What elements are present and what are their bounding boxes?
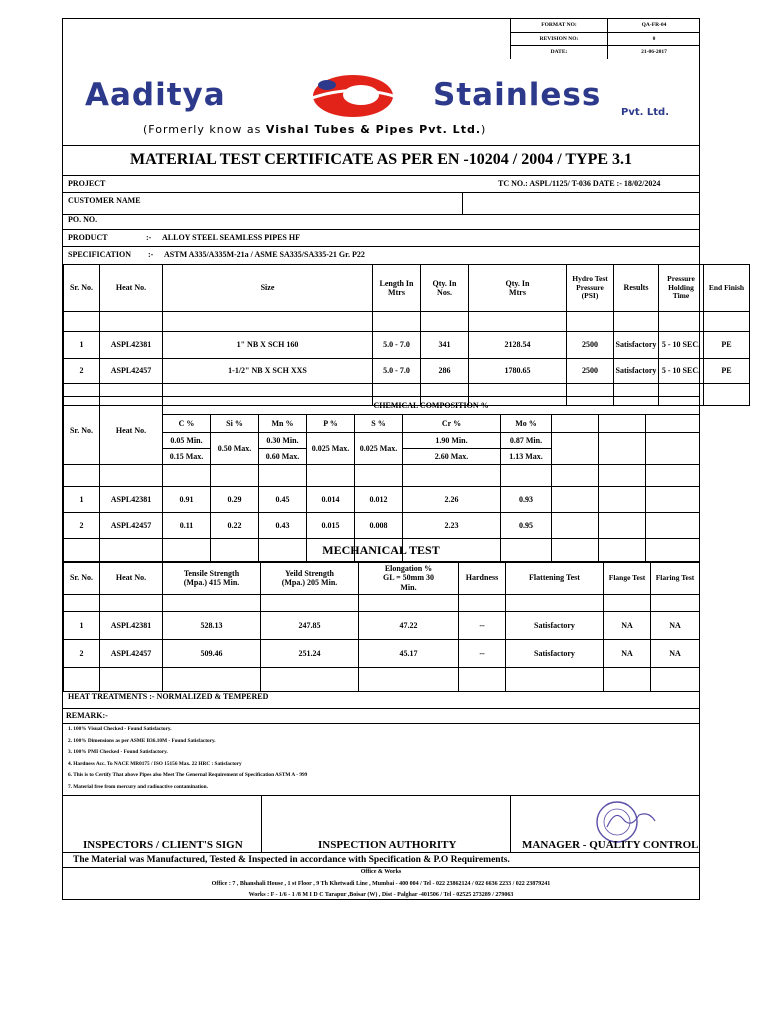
project-label: PROJECT [68,179,106,188]
remark-item: 7. Material free from mercury and radioactive contamination. [68,784,208,790]
cell: 5 - 10 SEC. [659,359,704,384]
col-qty-nos [421,265,469,312]
cell: Satisfactory [506,640,604,668]
date-value: 21-06-2017 [608,45,701,59]
remark-item: 6. This is to Certify That above Pipes also Meet The Genernal Requirement of Specification ASTM A - 999 [68,772,308,778]
cell: NA [604,640,651,668]
cell: 247.85 [261,612,359,640]
compliance-statement: The Material was Manufactured, Tested & Inspected in accordance with Specification & P.O Requirements. [73,855,510,865]
specification-label: SPECIFICATION [68,250,131,259]
cell: 45.17 [359,640,459,668]
cell: 2128.54 [469,332,567,359]
col-holding-time [659,265,704,312]
inspectors-sign-label: INSPECTORS / CLIENT'S SIGN [83,839,243,851]
cr-max: 2.60 Max. [403,449,501,465]
cell: 0.91 [163,487,211,513]
cell: Satisfactory [614,359,659,384]
mech-col-flaring: Flaring Test [651,562,700,595]
element-mn: Mn % [259,415,307,433]
format-no-value: QA-FR-04 [608,19,701,32]
col-length [373,265,421,312]
revision-no-value: 0 [608,32,701,45]
tagline-company: Vishal Tubes & Pipes Pvt. Ltd. [265,123,482,136]
cell: Satisfactory [614,332,659,359]
c-min: 0.05 Min. [163,433,211,449]
cell: 2 [64,359,100,384]
product-value: ALLOY STEEL SEAMLESS PIPES HF [162,233,300,242]
si-max: 0.50 Max. [211,433,259,465]
specification-separator: :- [148,250,154,259]
dimension-table [63,264,750,406]
cell: 1" NB X SCH 160 [163,332,373,359]
table-row [64,612,700,640]
cell: 0.43 [259,513,307,539]
cell: 1 [64,612,100,640]
cell: 0.014 [307,487,355,513]
cell: 5.0 - 7.0 [373,332,421,359]
cell: 0.012 [355,487,403,513]
tagline-suffix: ) [481,123,487,136]
cell: 0.008 [355,513,403,539]
cell: 1780.65 [469,359,567,384]
dimension-blank-row [64,312,750,332]
col-holding-time-label: Pressure Holding Time [667,274,695,301]
mech-col-flange: Flange Test [604,562,651,595]
table-row [64,332,750,359]
mn-max: 0.60 Max. [259,449,307,465]
cell: 528.13 [163,612,261,640]
mech-col-tensile-label: Tensile Strength (Mpa.) 415 Min. [183,568,240,587]
cell: 0.22 [211,513,259,539]
col-qty-nos-label: Qty. In Nos. [432,278,457,297]
col-results: Results [614,265,659,312]
mech-col-yield-label: Yeild Strength (Mpa.) 205 Min. [281,568,338,587]
logo-brand-left: Aaditya [85,77,226,113]
cell: 5.0 - 7.0 [373,359,421,384]
col-qty-mtrs [469,265,567,312]
cell: 1-1/2" NB X SCH XXS [163,359,373,384]
company-logo [83,75,683,145]
mech-col-yield [261,562,359,595]
cell: 509.46 [163,640,261,668]
logo-emblem-icon [305,73,401,119]
cell: ASPL42381 [100,487,163,513]
format-box [510,19,700,59]
col-qty-mtrs-label: Qty. In Mtrs [505,278,530,297]
cell: 0.45 [259,487,307,513]
format-no-label: FORMAT NO: [511,19,608,32]
dimension-header-row [64,265,750,312]
logo-brand-right: Stainless [433,77,602,113]
remark-title: REMARK:- [66,711,108,720]
col-heat-no: Heat No. [100,265,163,312]
date-label: DATE: [511,45,608,59]
mech-col-tensile [163,562,261,595]
c-max: 0.15 Max. [163,449,211,465]
element-c: C % [163,415,211,433]
cell: 0.93 [501,487,552,513]
cell: 0.015 [307,513,355,539]
cell: 2500 [567,332,614,359]
element-p: P % [307,415,355,433]
cell: 0.95 [501,513,552,539]
mech-col-heat-no: Heat No. [100,562,163,595]
cr-min: 1.90 Min. [403,433,501,449]
cell: 2500 [567,359,614,384]
mech-col-sr-no: Sr. No. [64,562,100,595]
remark-item: 4. Hardness Acc. To NACE MR0175 / ISO 15156 Max. 22 HRC : Satisfactory [68,761,242,767]
logo-tagline [143,123,486,136]
element-s: S % [355,415,403,433]
revision-no-label: REVISION NO: [511,32,608,45]
cell: ASPL42381 [100,612,163,640]
manager-quality-label: MANAGER - QUALITY CONTROL [522,839,699,851]
cell: ASPL42381 [100,332,163,359]
product-label: PRODUCT [68,233,108,242]
cell: PE [704,332,750,359]
remark-item: 3. 100% PMI Checked - Found Satisfactory. [68,749,168,755]
inspection-authority-label: INSPECTION AUTHORITY [318,839,457,851]
mo-min: 0.87 Min. [501,433,552,449]
cell: 0.11 [163,513,211,539]
chem-sr-no-header: Sr. No. [64,397,100,465]
table-row [64,359,750,384]
cell: ASPL42457 [100,513,163,539]
mo-max: 1.13 Max. [501,449,552,465]
element-si: Si % [211,415,259,433]
remark-item: 2. 100% Dimensions as per ASME B36.10M - Found Satisfactory. [68,738,216,744]
cell: 0.29 [211,487,259,513]
chem-heat-no-header: Heat No. [100,397,163,465]
cell: 251.24 [261,640,359,668]
p-max: 0.025 Max. [307,433,355,465]
col-length-label: Length In Mtrs [379,278,414,297]
table-row [64,640,700,668]
col-sr-no: Sr. No. [64,265,100,312]
cell: Satisfactory [506,612,604,640]
s-max: 0.025 Max. [355,433,403,465]
cell: ASPL42457 [100,640,163,668]
col-end-finish: End Finish [704,265,750,312]
element-cr: Cr % [403,415,501,433]
cell: 286 [421,359,469,384]
cell: -- [459,640,506,668]
table-row [64,487,700,513]
tc-number: TC NO.: ASPL/1125/ T-036 DATE :- 18/02/2024 [498,179,661,188]
cell: NA [651,640,700,668]
cell: 5 - 10 SEC. [659,332,704,359]
col-size: Size [163,265,373,312]
mn-min: 0.30 Min. [259,433,307,449]
mech-col-elongation-label: Elongation % GL = 50mm 30 Min. [382,564,434,592]
specification-value: ASTM A335/A335M-21a / ASME SA335/SA335-21 Gr. P22 [164,250,365,259]
cell: 1 [64,332,100,359]
col-hydro-test [567,265,614,312]
cell: 2 [64,513,100,539]
works-address: Works : F - 1/6 - 1 /8 M I D C Tarapur ,Boisar (W) , Dist - Palghar -401506 / Tel - 02525 273289 / 279063 [248,892,514,898]
certificate-page [62,18,745,900]
mech-col-hardness: Hardness [459,562,506,595]
mechanical-test-title: MECHANICAL TEST [322,543,440,557]
product-separator: :- [146,233,152,242]
table-row [64,513,700,539]
cell: -- [459,612,506,640]
mech-col-flattening: Flattening Test [506,562,604,595]
customer-name-label: CUSTOMER NAME [68,196,141,205]
mechanical-table [63,561,700,692]
chemical-composition-title: CHEMICAL COMPOSITION % [163,397,700,415]
heat-treatment: HEAT TREATMENTS :- NORMALIZED & TEMPERED [68,692,269,701]
remark-item: 1. 100% Visual Checked - Found Satisfactory. [68,726,172,732]
chemical-table [63,396,700,563]
po-number-label: PO. NO. [68,215,98,224]
cell: 2.26 [403,487,501,513]
col-hydro-test-label: Hydro Test Pressure (PSI) [572,274,608,301]
cell: 341 [421,332,469,359]
certificate-title: MATERIAL TEST CERTIFICATE AS PER EN -10204 / 2004 / TYPE 3.1 [129,151,633,168]
cell: NA [651,612,700,640]
tagline-prefix: (Formerly know as [143,123,266,136]
element-mo: Mo % [501,415,552,433]
office-address: Office : 7 , Bhanshali House , 1 st Floor , 9 Th Khetwadi Line , Mumbai - 400 004 / Tel - 022 23862124 / 022 6636 2233 / 022 23879241 [211,881,551,887]
cell: PE [704,359,750,384]
office-works-heading: Office & Works [360,869,402,875]
cell: ASPL42457 [100,359,163,384]
cell: 2.23 [403,513,501,539]
cell: 2 [64,640,100,668]
cell: 47.22 [359,612,459,640]
mech-col-elongation [359,562,459,595]
logo-suffix: Pvt. Ltd. [621,107,670,118]
cell: NA [604,612,651,640]
cell: 1 [64,487,100,513]
